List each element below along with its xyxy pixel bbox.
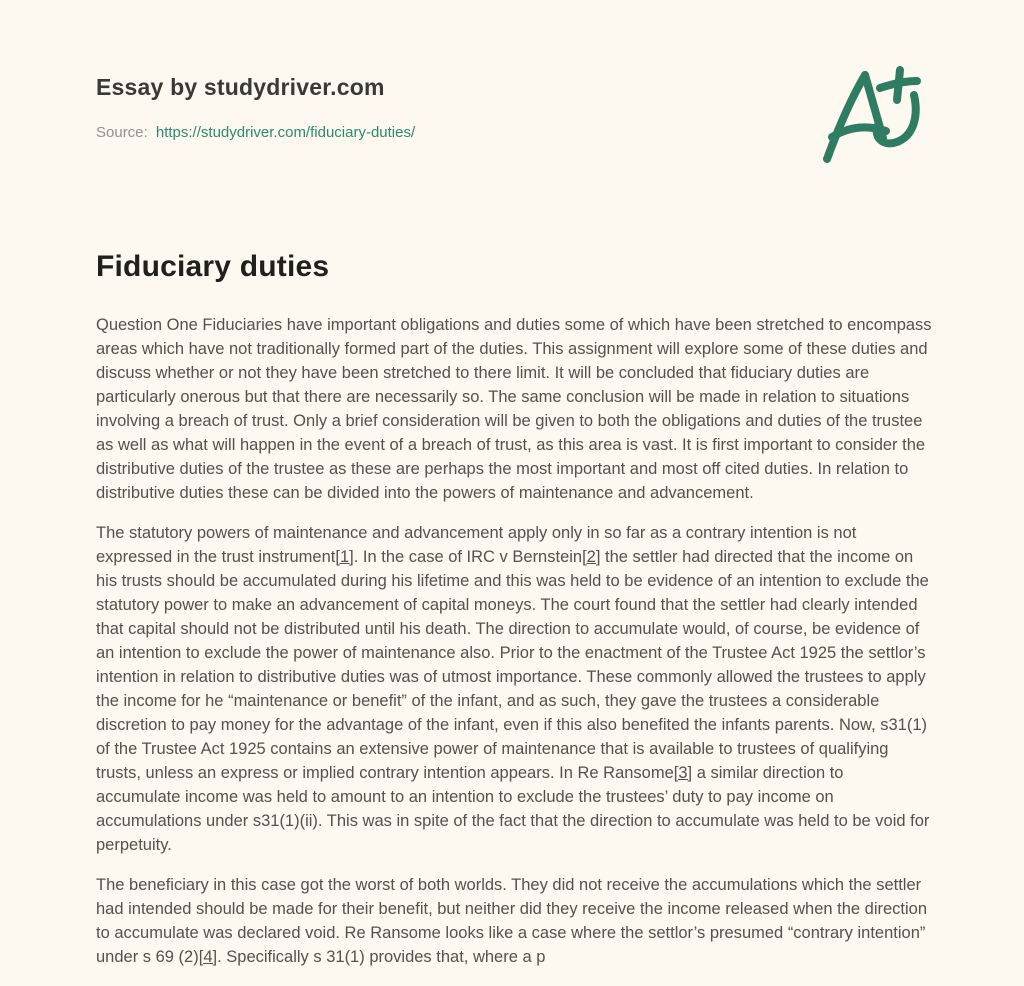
a-plus-logo-icon [820, 62, 928, 166]
paragraph-text: . Specifically s 31(1) provides that, where a p [217, 948, 546, 966]
source-row [96, 124, 415, 141]
footnote-link-3[interactable]: [3] [673, 764, 693, 782]
essay-title: Fiduciary duties [96, 250, 330, 283]
paragraph-text: the settler had directed that the income on his trusts should be accumulated during his lifetime and this was held to be evidence of an intention to exclude the statutory power to make an advancement of capital moneys. The court found that the settler had clearly intended that capital should not be distributed until his death. The direction to accumulate would, of course, be evidence of an intention to exclude the power of maintenance also. Prior to the enactment of the Trustee Act 1925 the settlor’s intention in relation to distributive duties was of utmost importance. These commonly allowed the trustees to apply the income for he “maintenance or benefit” of the infant, and as such, they gave the trustees a considerable discretion to pay money for the advantage of the infant, even if this also benefited the infants parents. Now, s31(1) of the Trustee Act 1925 contains an extensive power of maintenance that is available to trustees of qualifying trusts, unless an express or implied contrary intention appears. In Re Ransome [96, 548, 929, 782]
essay-paragraph [96, 313, 932, 505]
essay-paragraph [96, 521, 932, 857]
paragraph-text: The beneficiary in this case got the worst of both worlds. They did not receive the accumulations which the settler had intended should be made for their benefit, but neither did they receive the income released when the direction to accumulate was declared void. Re Ransome looks like a case where the settlor’s presumed “contrary intention” under s 69 (2) [96, 876, 928, 966]
footnote-link-1[interactable]: [1] [335, 548, 354, 566]
footnote-link-4[interactable]: [4] [198, 948, 218, 966]
paragraph-text: a similar direction to accumulate income was held to amount to an intention to exclude the trustees’ duty to pay income on accumulations under s31(1)(ii). This was in spite of the fact that the direction to accumulate was held to be void for perpetuity. [96, 764, 930, 854]
paragraph-text: The statutory powers of maintenance and advancement apply only in so far as a contrary intention is not expressed in the trust instrument [96, 524, 857, 566]
essay-paragraph [96, 873, 932, 969]
essay-body [96, 313, 932, 985]
source-label: Source: [96, 124, 148, 141]
paragraph-text: Question One Fiduciaries have important obligations and duties some of which have been stretched to encompass areas which have not traditionally formed part of the duties. This assignment will explore some of these duties and discuss whether or not they have been stretched to there limit. It will be concluded that fiduciary duties are particularly onerous but that there are necessarily so. The same conclusion will be made in relation to situations involving a breach of trust. Only a brief consideration will be given to both the obligations and duties of the trustee as well as what will happen in the event of a breach of trust, as this area is vast. It is first important to consider the distributive duties of the trustee as these are perhaps the most important and most off cited duties. In relation to distributive duties these can be divided into the powers of maintenance and advancement. [96, 316, 932, 502]
page-header-title: Essay by studydriver.com [96, 74, 385, 100]
footnote-link-2[interactable]: [2] [582, 548, 601, 566]
paragraph-text: . In the case of IRC v Bernstein [353, 548, 583, 566]
source-link[interactable]: https://studydriver.com/fiduciary-duties/ [155, 124, 416, 141]
